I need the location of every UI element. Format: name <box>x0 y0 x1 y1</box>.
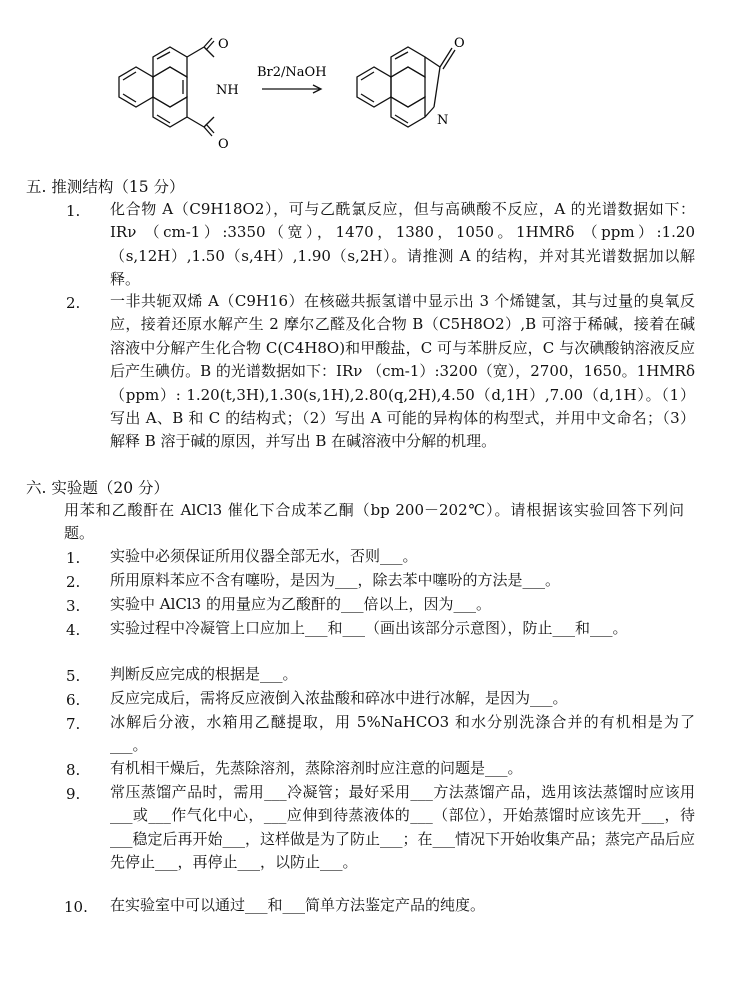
item-text: 判断反应完成的根据是___。 <box>110 665 298 683</box>
item-number: 3. <box>66 597 81 615</box>
item-text: 实验中 AlCl3 的用量应为乙酸酐的___倍以上，因为___。 <box>110 595 491 613</box>
section5-heading: 五. 推测结构（15 分） <box>26 178 185 196</box>
item-text: 常压蒸馏产品时，需用___冷凝管；最好采用___方法蒸馏产品，选用该法蒸馏时应该用___或___作气化中心，___应伸到待蒸液体的___（部位），开始蒸馏时应该先开___，待___稳定后再开始___，这样做是为了防止___；在___情况下开始收集产品；蒸完产品后应先停止___，再停止___，以防止___。 <box>110 783 696 872</box>
reagent-label: Br2/NaOH <box>257 65 327 80</box>
item-text: 在实验室中可以通过___和___简单方法鉴定产品的纯度。 <box>110 896 486 914</box>
section6-intro: 用苯和乙酸酐在 AlCl3 催化下合成苯乙酮（bp 200－202℃）。请根据该实验回答下列问题。 <box>64 501 684 543</box>
q2-number: 2. <box>66 294 81 312</box>
q1-text: 化合物 A（C9H18O2），可与乙酰氯反应，但与高碘酸不反应，A 的光谱数据如下：IRν （cm-1）:3350（宽），1470，1380，1050。1HMRδ （ppm）:1.20（s,12H）,1.50（s,4H）,1.90（s,2H）。请推测 A 的结构，并对其光谱数据加以解释。 <box>110 200 695 289</box>
q1-number: 1. <box>66 202 81 220</box>
item-number: 2. <box>66 573 81 591</box>
reactant-nh: NH <box>216 83 239 98</box>
item-text: 冰解后分液，水箱用乙醚提取，用 5%NaHCO3 和水分别洗涤合并的有机相是为了___。 <box>110 713 695 755</box>
reactant-structure <box>119 38 214 136</box>
item-text: 所用原料苯应不含有噻吩，是因为___，除去苯中噻吩的方法是___。 <box>110 571 561 589</box>
item-number: 10. <box>64 898 88 916</box>
q2-text: 一非共轭双烯 A（C9H16）在核磁共振氢谱中显示出 3 个烯键氢，其与过量的臭氧反应，接着还原水解产生 2 摩尔乙醛及化合物 B（C5H8O2）,B 可溶于稀碱，接着在碱溶液中分解产生化合物 C(C4H8O)和甲酸盐，C 可与苯肼反应，C 与次碘酸钠溶液反应后产生碘仿。B 的光谱数据如下：IRν （cm-1）:3200（宽），2700，1650。1HMRδ （ppm）: 1.20(t,3H),1.30(s,1H),2.80(q,2H),4.50（d,1H）,7.00（d,1H）。（1）写出 A、B 和 C 的结构式；（2）写出 A 可能的异构体的构型式，并用中文命名；（3）解释 B 溶于碱的原因，并写出 B 在碱溶液中分解的机理。 <box>110 292 695 451</box>
section6-heading: 六. 实验题（20 分） <box>26 479 170 497</box>
item-number: 6. <box>66 691 81 709</box>
item-number: 5. <box>66 667 81 685</box>
item-text: 实验过程中冷凝管上口应加上___和___（画出该部分示意图），防止___和___。 <box>110 619 628 637</box>
reactant-o-top: O <box>218 37 229 52</box>
item-number: 7. <box>66 715 81 733</box>
item-number: 8. <box>66 761 81 779</box>
product-o: O <box>454 36 465 51</box>
item-number: 4. <box>66 621 81 639</box>
item-text: 反应完成后，需将反应液倒入浓盐酸和碎冰中进行冰解，是因为___。 <box>110 689 568 707</box>
reactant-o-bottom: O <box>218 137 229 152</box>
item-number: 9. <box>66 785 81 803</box>
item-text: 有机相干燥后，先蒸除溶剂，蒸除溶剂时应注意的问题是___。 <box>110 759 523 777</box>
reaction-scheme <box>100 28 500 158</box>
product-n: N <box>437 113 449 128</box>
item-number: 1. <box>66 549 81 567</box>
item-text: 实验中必须保证所用仪器全部无水，否则___。 <box>110 547 418 565</box>
